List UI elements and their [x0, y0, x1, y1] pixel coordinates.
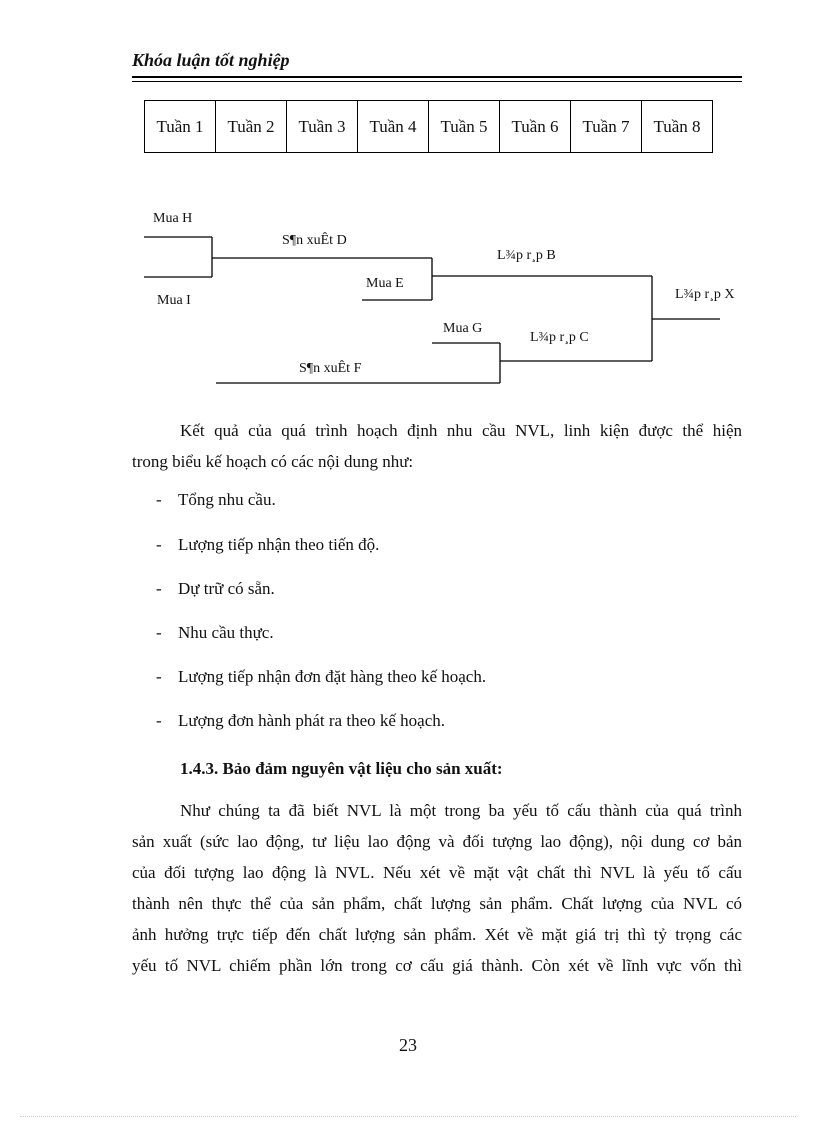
bullet-dash: - [156, 667, 162, 686]
week-cell: Tuần 4 [358, 101, 429, 153]
week-cell: Tuần 3 [287, 101, 358, 153]
section-heading: 1.4.3. Bảo đảm nguyên vật liệu cho sản xuất: [180, 759, 503, 778]
list-item-text: Tổng nhu cầu. [178, 490, 276, 509]
label-san-xuat-d: S¶n xuÊt D [282, 233, 347, 248]
week-cell: Tuần 2 [216, 101, 287, 153]
assembly-schedule-diagram [0, 190, 816, 400]
paragraph-line: trong biểu kế hoạch có các nội dung như: [132, 452, 414, 471]
bullet-dash: - [156, 711, 162, 730]
body-paragraph [132, 795, 742, 981]
label-mua-g: Mua G [443, 321, 483, 336]
list-item [156, 490, 276, 510]
list-item-text: Nhu cầu thực. [178, 623, 274, 642]
paragraph-line: ảnh hưởng trực tiếp đến chất lượng sản phẩm. Xét về mặt giá trị thì tỷ trọng các [132, 925, 742, 944]
page-number: 23 [399, 1035, 417, 1055]
label-lap-rap-x: L¾p r¸p X [675, 287, 735, 302]
bullet-dash: - [156, 623, 162, 642]
week-cell: Tuần 6 [500, 101, 571, 153]
bullet-dash: - [156, 490, 162, 509]
list-item-text: Dự trữ có sẵn. [178, 579, 275, 598]
list-item [156, 535, 379, 555]
weeks-table [144, 100, 713, 153]
label-lap-rap-c: L¾p r¸p C [530, 330, 589, 345]
document-header-title: Khóa luận tốt nghiệp [132, 50, 290, 70]
paragraph-line: Như chúng ta đã biết NVL là một trong ba yếu tố cấu thành của quá trình [180, 801, 742, 820]
list-item [156, 667, 486, 687]
header-rule-thin [132, 81, 742, 82]
list-item-text: Lượng tiếp nhận theo tiến độ. [178, 535, 380, 554]
footer-dotted-line [20, 1116, 796, 1117]
list-item [156, 711, 445, 731]
paragraph-line: sản xuất (sức lao động, tư liệu lao động và đối tượng lao động), nội dung cơ bản [132, 832, 742, 851]
week-cell: Tuần 7 [571, 101, 642, 153]
bullet-dash: - [156, 579, 162, 598]
label-mua-e: Mua E [366, 276, 404, 291]
weeks-row [145, 101, 713, 153]
intro-paragraph [132, 415, 742, 477]
label-san-xuat-f: S¶n xuÊt F [299, 361, 362, 376]
paragraph-line: thành nên thực thể của sản phẩm, chất lượng sản phẩm. Chất lượng của NVL có [132, 894, 742, 913]
list-item [156, 623, 274, 643]
header-rule-thick [132, 76, 742, 78]
list-item-text: Lượng tiếp nhận đơn đặt hàng theo kế hoạch. [178, 667, 487, 686]
label-lap-rap-b: L¾p r¸p B [497, 248, 556, 263]
week-cell: Tuần 1 [145, 101, 216, 153]
bullet-dash: - [156, 535, 162, 554]
paragraph-line: của đối tượng lao động là NVL. Nếu xét về mặt vật chất thì NVL là yếu tố cấu [132, 863, 742, 882]
paragraph-line: Kết quả của quá trình hoạch định nhu cầu NVL, linh kiện được thể hiện [180, 421, 742, 440]
label-mua-h: Mua H [153, 211, 193, 226]
week-cell: Tuần 8 [642, 101, 713, 153]
list-item [156, 579, 275, 599]
paragraph-line: yếu tố NVL chiếm phần lớn trong cơ cấu giá thành. Còn xét về lĩnh vực vốn thì [132, 956, 742, 975]
week-cell: Tuần 5 [429, 101, 500, 153]
list-item-text: Lượng đơn hành phát ra theo kế hoạch. [178, 711, 446, 730]
label-mua-i: Mua I [157, 293, 191, 308]
